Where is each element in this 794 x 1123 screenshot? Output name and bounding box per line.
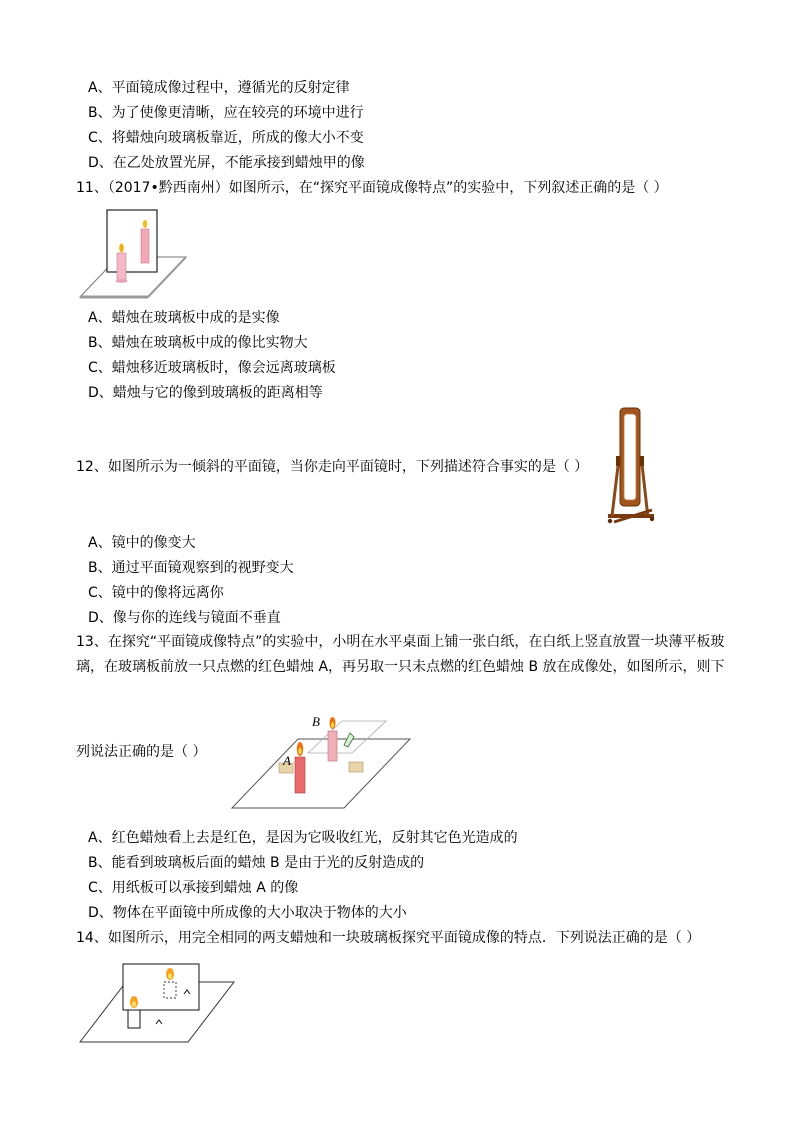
q10-option-c: C、将蜡烛向玻璃板靠近，所成的像大小不变 bbox=[88, 130, 364, 146]
q13-stem-line1: 13、在探究“平面镜成像特点”的实验中，小明在水平桌面上铺一张白纸，在白纸上竖直放置一块薄平板玻 bbox=[76, 634, 725, 650]
q12-option-c: C、镜中的像将远离你 bbox=[88, 585, 224, 601]
q10-option-a: A、平面镜成像过程中，遵循光的反射定律 bbox=[88, 80, 350, 96]
q13-stem-line3: 列说法正确的是（ ） bbox=[76, 744, 207, 760]
q13-option-c: C、用纸板可以承接到蜡烛 A 的像 bbox=[88, 880, 299, 896]
q11-stem: 11、（2017•黔西南州）如图所示，在“探究平面镜成像特点”的实验中，下列叙述正确的是（ ） bbox=[76, 180, 668, 196]
q14-stem: 14、如图所示，用完全相同的两支蜡烛和一块玻璃板探究平面镜成像的特点．下列说法正确的是（ ） bbox=[76, 930, 701, 946]
q11-option-c: C、蜡烛移近玻璃板时，像会远离玻璃板 bbox=[88, 360, 336, 376]
q13-option-b: B、能看到玻璃板后面的蜡烛 B 是由于光的反射造成的 bbox=[88, 855, 425, 871]
q14-candles-glass-figure bbox=[78, 958, 238, 1046]
q11-option-b: B、蜡烛在玻璃板中成的像比实物大 bbox=[88, 335, 308, 351]
q12-option-d: D、像与你的连线与镜面不垂直 bbox=[88, 610, 281, 626]
q13-option-d: D、物体在平面镜中所成像的大小取决于物体的大小 bbox=[88, 905, 407, 921]
q11-option-a: A、蜡烛在玻璃板中成的是实像 bbox=[88, 310, 280, 326]
q13-candles-figure bbox=[228, 705, 414, 813]
q11-option-d: D、蜡烛与它的像到玻璃板的距离相等 bbox=[88, 385, 323, 401]
candle-b-label: B bbox=[312, 714, 320, 729]
q13-option-a: A、红色蜡烛看上去是红色，是因为它吸收红光，反射其它色光造成的 bbox=[88, 830, 518, 846]
q11-candle-glass-figure bbox=[76, 205, 188, 301]
q13-stem-line2: 璃，在玻璃板前放一只点燃的红色蜡烛 A，再另取一只未点燃的红色蜡烛 B 放在成像处，如图所示，则下 bbox=[76, 659, 725, 675]
q12-option-a: A、镜中的像变大 bbox=[88, 535, 196, 551]
q12-option-b: B、通过平面镜观察到的视野变大 bbox=[88, 560, 294, 576]
q10-option-d: D、在乙处放置光屏，不能承接到蜡烛甲的像 bbox=[88, 155, 365, 171]
q12-tilted-mirror-figure bbox=[606, 404, 658, 530]
candle-a-label: A bbox=[283, 753, 291, 768]
q10-option-b: B、为了使像更清晰，应在较亮的环境中进行 bbox=[88, 105, 364, 121]
q12-stem: 12、如图所示为一倾斜的平面镜，当你走向平面镜时，下列描述符合事实的是（ ） bbox=[76, 459, 589, 475]
